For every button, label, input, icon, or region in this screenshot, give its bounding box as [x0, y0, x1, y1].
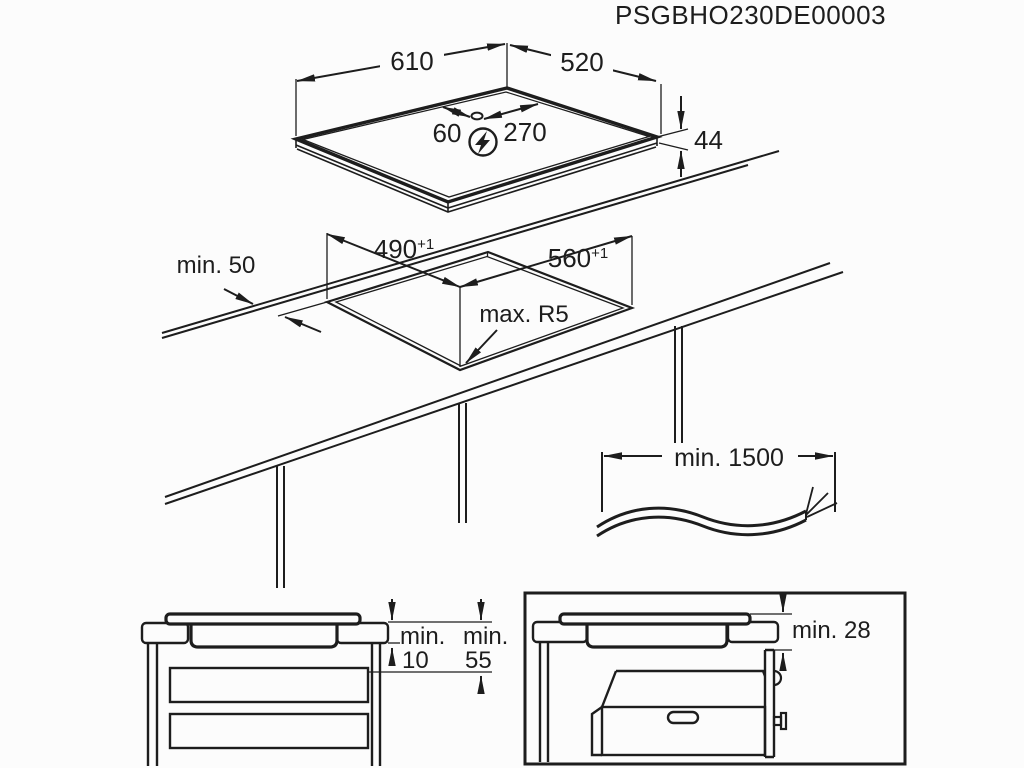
- oven-illustration: [592, 650, 786, 757]
- dim-cutout-width: $560^{+1}$: [547, 243, 609, 273]
- dim-hob-depth: 520: [560, 47, 604, 77]
- hob-body-section: [191, 624, 337, 647]
- dim-hob-width: 610: [390, 46, 434, 76]
- dim-rear-clearance: min. 50: [176, 252, 256, 279]
- dim-oven-clearance: min. 28: [792, 617, 871, 644]
- dim-hob-height: 44: [694, 125, 723, 155]
- clearance-col2-prefix: min.: [463, 623, 509, 650]
- corner-radius-callout: [466, 301, 569, 363]
- cable-illustration: [597, 487, 837, 536]
- oven-handle: [668, 712, 698, 723]
- hob-glass-section: [560, 614, 750, 624]
- oven-front: [602, 707, 765, 755]
- dim-gland-left: 60: [432, 118, 462, 148]
- dim-gland-right: 270: [503, 117, 547, 147]
- worktop-right: [337, 623, 388, 643]
- clearance-col1-value: 10: [402, 647, 429, 674]
- clearance-col1-prefix: min.: [400, 623, 446, 650]
- worktop-left: [142, 623, 188, 643]
- drawer-front-1: [170, 668, 368, 702]
- mains-cable-view: [597, 443, 837, 536]
- worktop-perspective: [162, 151, 843, 588]
- dim-cable-length: min. 1500: [674, 444, 784, 472]
- cable-entry-point: [472, 113, 483, 120]
- drawer-clearance-section: [142, 599, 508, 766]
- hob-body-section: [587, 624, 727, 647]
- drawer-front-2: [170, 714, 368, 748]
- oven-latch-bar: [781, 713, 786, 729]
- clearance-col2-value: 55: [465, 647, 492, 674]
- drawing-number: PSGBHO230DE00003: [615, 0, 887, 30]
- dim-cutout-depth: $490^{+1}$: [373, 234, 435, 264]
- worktop-cutout-view: [177, 233, 632, 370]
- hob-height-dimension: [657, 96, 723, 177]
- power-connection-icon: [470, 129, 497, 156]
- hob-glass-section: [166, 614, 360, 624]
- oven-clearance-section: [525, 593, 905, 764]
- dim-corner-radius: max. R5: [479, 301, 569, 328]
